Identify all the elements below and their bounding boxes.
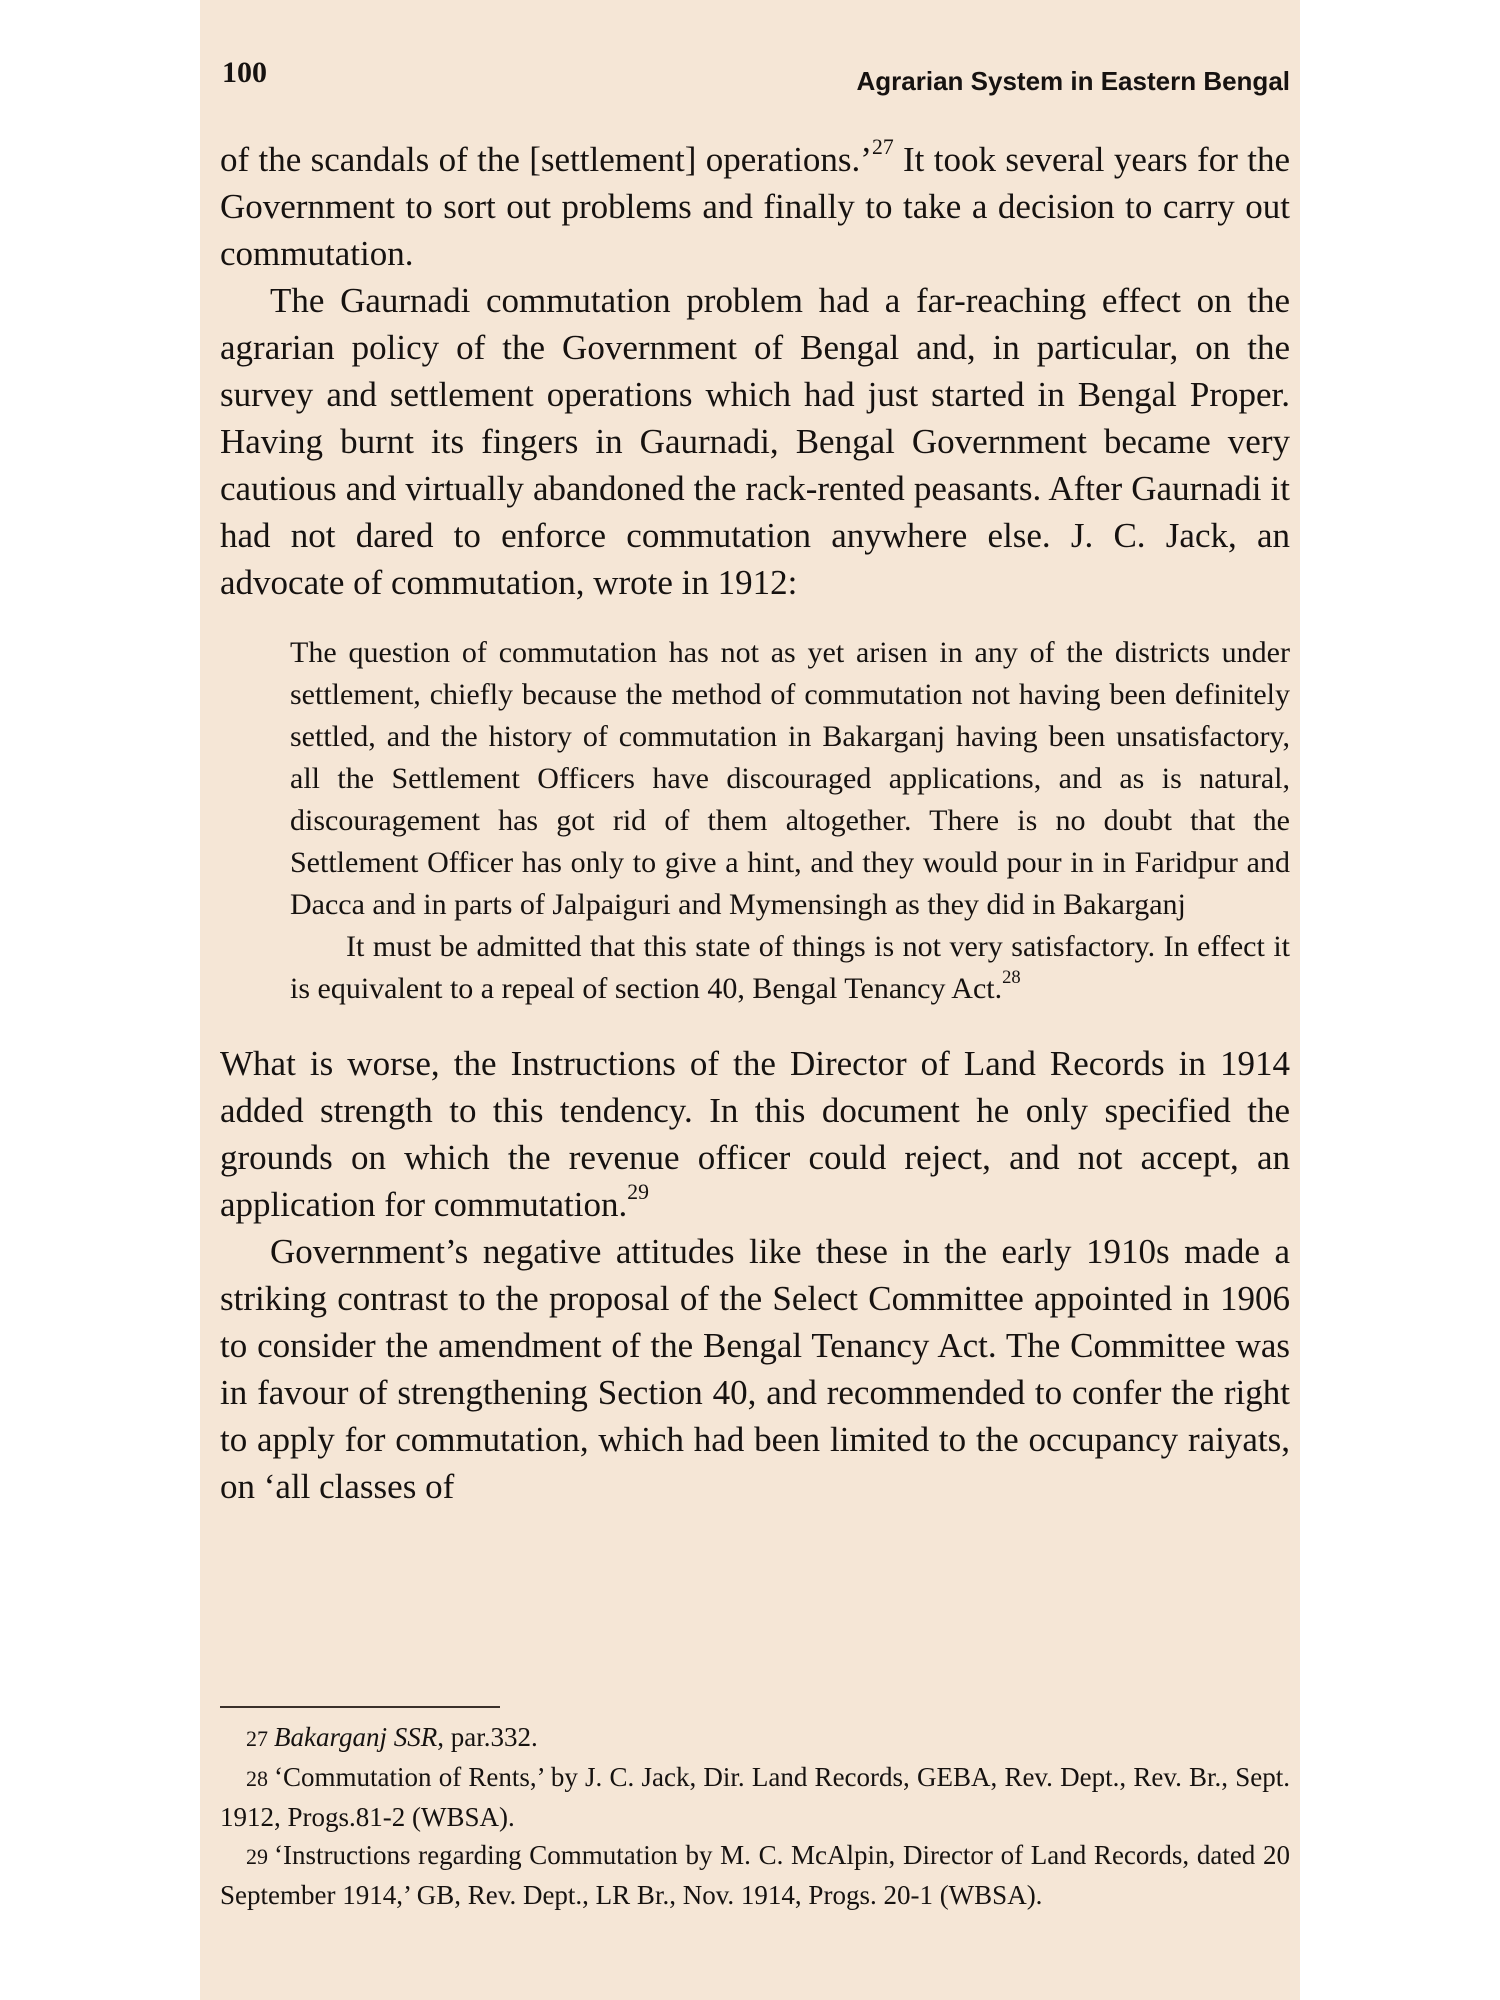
- paragraph-2: The Gaurnadi commutation problem had a far-reaching effect on the agrarian policy of the Government of Bengal and, in particular, on the survey and settlement operations which had just started in Bengal Proper. Having burnt its fingers in Gaurnadi, Bengal Government became very cautious and virtually abandoned the rack-rented peasants. After Gaurnadi it had not dared to enforce commutation anywhere else. J. C. Jack, an advocate of commutation, wrote in 1912:: [220, 281, 1290, 602]
- paragraph-4: Government’s negative attitudes like these in the early 1910s made a striking contrast to the proposal of the Select Committee appointed in 1906 to consider the amendment of the Bengal Tenancy Act. The Committee was in favour of strengthening Section 40, and recommended to confer the right to apply for commutation, which had been limited to the occupancy raiyats, on ‘all classes of: [220, 1232, 1290, 1506]
- paragraph-1-rest: It took several years for the Government to sort out problems and finally to take a decision to carry out commutation.: [220, 140, 1290, 273]
- paragraph-1-text: of the scandals of the [settlement] operations.’: [220, 140, 872, 179]
- paragraph-3: [220, 1040, 1290, 1228]
- paragraph-1: [220, 136, 1290, 277]
- block-quote: [290, 632, 1290, 1010]
- page-number: 100: [222, 56, 267, 89]
- footnote-29: [220, 1836, 1290, 1914]
- quote-paragraph-1: The question of commutation has not as yet arisen in any of the districts under settlement, chiefly because the method of commutation not having been definitely settled, and the history of commutation in Bakarganj having been unsatisfactory, all the Settlement Officers have discouraged applications, and as is natural, discouragement has got rid of them altogether. There is no doubt that the Settlement Officer has only to give a hint, and they would pour in in Faridpur and Dacca and in parts of Jalpaiguri and Mymensingh as they did in Bakarganj: [290, 636, 1290, 921]
- footnote-divider: [220, 1706, 500, 1708]
- footnote-italic: Bakarganj SSR: [274, 1722, 438, 1752]
- footnote-ref-27: 27: [871, 135, 894, 160]
- footnote-ref-29: 29: [627, 1180, 649, 1205]
- page-body: [220, 136, 1290, 1510]
- paragraph-3-text: What is worse, the Instructions of the Director of Land Records in 1914 added strength to this tendency. In this document he only specified the grounds on which the revenue officer could reject, and not accept, an application for commutation.: [220, 1044, 1290, 1224]
- footnote-28: [220, 1758, 1290, 1836]
- running-title: Agrarian System in Eastern Bengal: [856, 66, 1290, 96]
- quote-paragraph-2-text: It must be admitted that this state of things is not very satisfactory. In effect it is equivalent to a repeal of section 40, Bengal Tenancy Act.: [290, 930, 1290, 1005]
- footnote-text: , par.332.: [437, 1722, 538, 1752]
- footnote-number: 29: [246, 1844, 268, 1869]
- footnote-text: ‘Commutation of Rents,’ by J. C. Jack, Dir. Land Records, GEBA, Rev. Dept., Rev. Br., Sept. 1912, Progs.81-2 (WBSA).: [220, 1762, 1290, 1832]
- footnotes: [220, 1706, 1290, 1914]
- footnote-ref-28: 28: [1002, 967, 1021, 989]
- footnote-text: ‘Instructions regarding Commutation by M. C. McAlpin, Director of Land Records, dated 20 September 1914,’ GB, Rev. Dept., LR Br., Nov. 1914, Progs. 20-1 (WBSA).: [220, 1840, 1290, 1910]
- footnote-27: [220, 1718, 1290, 1758]
- footnote-number: 27: [246, 1726, 268, 1751]
- page-header: [222, 56, 1290, 96]
- quote-paragraph-2: [290, 926, 1290, 1010]
- book-page: [200, 0, 1300, 2000]
- footnote-number: 28: [246, 1766, 268, 1791]
